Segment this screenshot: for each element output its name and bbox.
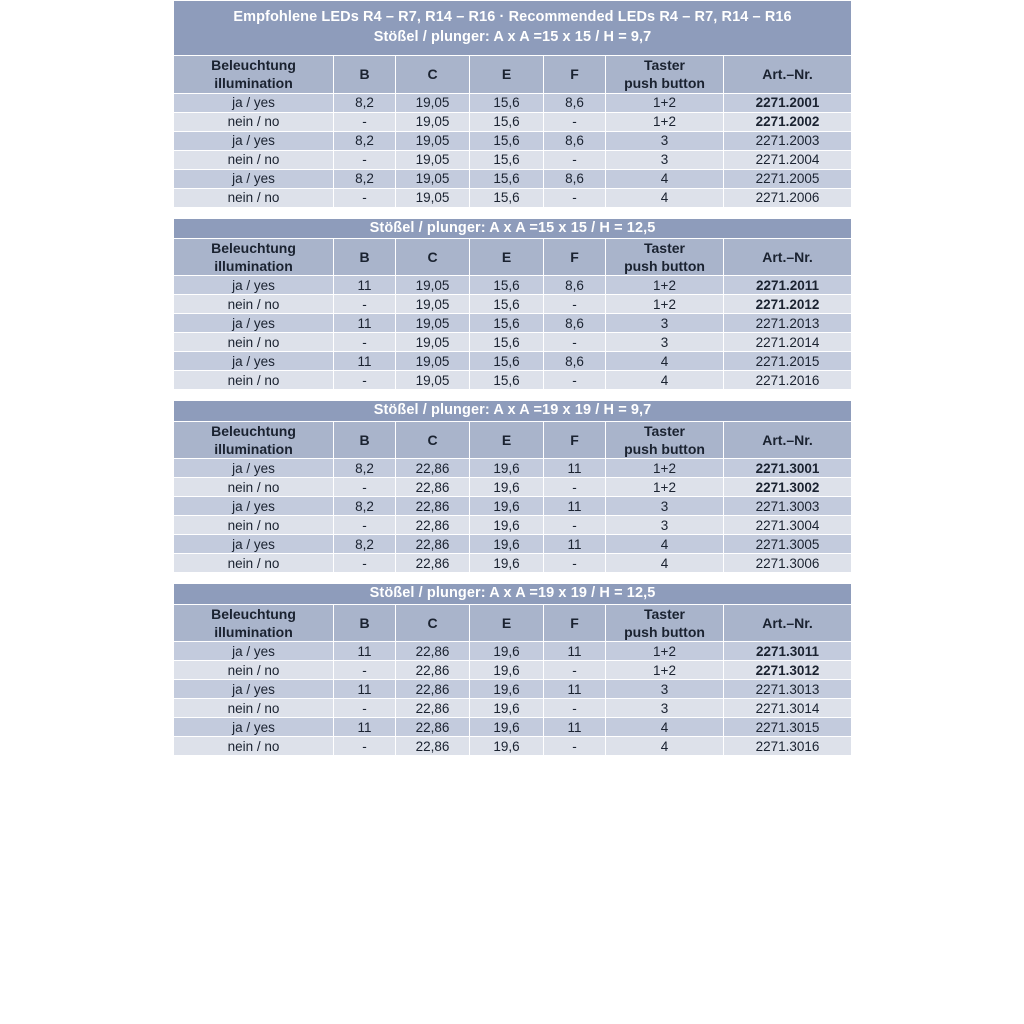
led-spec-table: [173, 0, 852, 756]
cell-b: 8,2: [334, 93, 396, 112]
cell-illumination: nein / no: [174, 516, 334, 535]
cell-b: -: [334, 554, 396, 573]
cell-f: -: [544, 295, 606, 314]
cell-illumination: nein / no: [174, 478, 334, 497]
cell-article-number: 2271.3006: [724, 554, 852, 573]
cell-e: 15,6: [470, 93, 544, 112]
cell-article-number: 2271.3001: [724, 459, 852, 478]
cell-push-button: 3: [606, 131, 724, 150]
cell-c: 19,05: [396, 371, 470, 390]
cell-push-button: 3: [606, 699, 724, 718]
table-row: [174, 718, 852, 737]
cell-f: -: [544, 371, 606, 390]
table-row: [174, 188, 852, 207]
table-row: [174, 459, 852, 478]
table-row: [174, 169, 852, 188]
cell-illumination: ja / yes: [174, 352, 334, 371]
banner-row: [174, 584, 852, 605]
cell-article-number: 2271.2002: [724, 112, 852, 131]
table-header-row: [174, 56, 852, 93]
table-row: [174, 150, 852, 169]
cell-f: 8,6: [544, 131, 606, 150]
block-gap-cell: [174, 207, 852, 218]
block-gap: [174, 207, 852, 218]
cell-illumination: ja / yes: [174, 642, 334, 661]
column-header-illumination-en: illumination: [214, 75, 293, 92]
cell-article-number: 2271.2011: [724, 276, 852, 295]
table-row: [174, 93, 852, 112]
cell-c: 19,05: [396, 131, 470, 150]
column-header-e: E: [470, 422, 544, 459]
cell-c: 19,05: [396, 276, 470, 295]
cell-article-number: 2271.3003: [724, 497, 852, 516]
table-row: [174, 314, 852, 333]
cell-e: 15,6: [470, 371, 544, 390]
table-header-row: [174, 604, 852, 641]
column-header-illumination-de: Beleuchtung: [211, 605, 296, 622]
cell-f: -: [544, 150, 606, 169]
column-header-push-button: [606, 56, 724, 93]
cell-e: 19,6: [470, 535, 544, 554]
cell-b: 8,2: [334, 535, 396, 554]
cell-push-button: 4: [606, 535, 724, 554]
table-row: [174, 554, 852, 573]
cell-push-button: 1+2: [606, 295, 724, 314]
cell-illumination: nein / no: [174, 737, 334, 756]
cell-c: 19,05: [396, 188, 470, 207]
cell-e: 15,6: [470, 295, 544, 314]
cell-push-button: 4: [606, 169, 724, 188]
cell-article-number: 2271.2015: [724, 352, 852, 371]
column-header-illumination-en: illumination: [214, 441, 293, 458]
cell-b: 11: [334, 352, 396, 371]
cell-b: 8,2: [334, 169, 396, 188]
cell-c: 19,05: [396, 333, 470, 352]
table-header-row: [174, 239, 852, 276]
cell-e: 19,6: [470, 737, 544, 756]
cell-c: 19,05: [396, 93, 470, 112]
cell-b: -: [334, 150, 396, 169]
table-row: [174, 661, 852, 680]
cell-e: 19,6: [470, 478, 544, 497]
cell-f: 8,6: [544, 276, 606, 295]
table-row: [174, 112, 852, 131]
cell-article-number: 2271.2001: [724, 93, 852, 112]
table-row: [174, 333, 852, 352]
cell-illumination: ja / yes: [174, 680, 334, 699]
column-header-b: B: [334, 422, 396, 459]
cell-illumination: ja / yes: [174, 535, 334, 554]
column-header-article-number: Art.–Nr.: [724, 56, 852, 93]
column-header-illumination: [174, 604, 334, 641]
cell-push-button: 4: [606, 352, 724, 371]
cell-f: 11: [544, 535, 606, 554]
cell-b: 11: [334, 314, 396, 333]
cell-article-number: 2271.2016: [724, 371, 852, 390]
cell-push-button: 4: [606, 188, 724, 207]
title-line-1: Empfohlene LEDs R4 – R7, R14 – R16 · Recommended LEDs R4 – R7, R14 – R16: [233, 9, 792, 25]
cell-article-number: 2271.3011: [724, 642, 852, 661]
banner-row: [174, 218, 852, 239]
cell-c: 19,05: [396, 314, 470, 333]
cell-illumination: nein / no: [174, 699, 334, 718]
column-header-e: E: [470, 604, 544, 641]
table-row: [174, 352, 852, 371]
cell-b: 11: [334, 680, 396, 699]
table-row: [174, 371, 852, 390]
banner-row: [174, 1, 852, 56]
cell-b: 11: [334, 642, 396, 661]
cell-push-button: 4: [606, 554, 724, 573]
cell-e: 19,6: [470, 699, 544, 718]
cell-f: 8,6: [544, 169, 606, 188]
cell-c: 19,05: [396, 352, 470, 371]
cell-b: -: [334, 516, 396, 535]
cell-b: -: [334, 661, 396, 680]
cell-f: -: [544, 112, 606, 131]
block-gap: [174, 390, 852, 401]
cell-illumination: nein / no: [174, 554, 334, 573]
column-header-illumination: [174, 239, 334, 276]
cell-c: 22,86: [396, 554, 470, 573]
block-gap-cell: [174, 573, 852, 584]
cell-illumination: ja / yes: [174, 276, 334, 295]
cell-f: -: [544, 737, 606, 756]
column-header-illumination-en: illumination: [214, 624, 293, 641]
cell-illumination: ja / yes: [174, 459, 334, 478]
column-header-article-number: Art.–Nr.: [724, 422, 852, 459]
cell-e: 15,6: [470, 314, 544, 333]
cell-c: 19,05: [396, 169, 470, 188]
cell-b: -: [334, 699, 396, 718]
table-row: [174, 642, 852, 661]
cell-illumination: ja / yes: [174, 314, 334, 333]
cell-article-number: 2271.3002: [724, 478, 852, 497]
cell-c: 22,86: [396, 642, 470, 661]
table-row: [174, 699, 852, 718]
spec-tables: [173, 0, 851, 756]
table-row: [174, 680, 852, 699]
block-gap-cell: [174, 390, 852, 401]
cell-c: 22,86: [396, 661, 470, 680]
cell-push-button: 3: [606, 516, 724, 535]
cell-push-button: 1+2: [606, 459, 724, 478]
cell-article-number: 2271.3014: [724, 699, 852, 718]
cell-c: 22,86: [396, 497, 470, 516]
cell-e: 19,6: [470, 459, 544, 478]
column-header-e: E: [470, 56, 544, 93]
cell-c: 22,86: [396, 737, 470, 756]
title-line-2: Stößel / plunger: A x A =15 x 15 / H = 9,7: [373, 28, 652, 45]
cell-article-number: 2271.2004: [724, 150, 852, 169]
cell-b: -: [334, 333, 396, 352]
column-header-article-number: Art.–Nr.: [724, 239, 852, 276]
cell-c: 19,05: [396, 112, 470, 131]
cell-c: 22,86: [396, 718, 470, 737]
column-header-c: C: [396, 56, 470, 93]
cell-article-number: 2271.3016: [724, 737, 852, 756]
cell-illumination: nein / no: [174, 150, 334, 169]
cell-e: 19,6: [470, 718, 544, 737]
cell-c: 22,86: [396, 535, 470, 554]
cell-article-number: 2271.3004: [724, 516, 852, 535]
cell-b: 8,2: [334, 459, 396, 478]
cell-article-number: 2271.3015: [724, 718, 852, 737]
column-header-illumination-de: Beleuchtung: [211, 240, 296, 257]
cell-c: 22,86: [396, 699, 470, 718]
column-header-c: C: [396, 604, 470, 641]
cell-illumination: ja / yes: [174, 93, 334, 112]
cell-push-button: 1+2: [606, 112, 724, 131]
cell-f: 11: [544, 497, 606, 516]
cell-illumination: nein / no: [174, 333, 334, 352]
cell-e: 15,6: [470, 131, 544, 150]
cell-f: 11: [544, 642, 606, 661]
cell-e: 19,6: [470, 554, 544, 573]
cell-f: -: [544, 554, 606, 573]
cell-illumination: nein / no: [174, 188, 334, 207]
cell-e: 15,6: [470, 333, 544, 352]
cell-b: 11: [334, 276, 396, 295]
cell-b: -: [334, 478, 396, 497]
cell-e: 15,6: [470, 169, 544, 188]
cell-push-button: 1+2: [606, 642, 724, 661]
cell-illumination: ja / yes: [174, 169, 334, 188]
column-header-f: F: [544, 239, 606, 276]
cell-push-button: 3: [606, 497, 724, 516]
column-header-c: C: [396, 239, 470, 276]
cell-illumination: ja / yes: [174, 497, 334, 516]
column-header-push-button-de: Taster: [644, 605, 685, 622]
banner-row: [174, 401, 852, 422]
cell-e: 19,6: [470, 661, 544, 680]
cell-e: 15,6: [470, 276, 544, 295]
cell-e: 19,6: [470, 680, 544, 699]
column-header-b: B: [334, 604, 396, 641]
cell-b: -: [334, 371, 396, 390]
column-header-f: F: [544, 604, 606, 641]
column-header-illumination-de: Beleuchtung: [211, 57, 296, 74]
table-row: [174, 295, 852, 314]
cell-c: 19,05: [396, 295, 470, 314]
cell-push-button: 1+2: [606, 93, 724, 112]
cell-b: 8,2: [334, 131, 396, 150]
plunger-banner: Stößel / plunger: A x A =19 x 19 / H = 9,7: [174, 401, 852, 422]
cell-push-button: 1+2: [606, 276, 724, 295]
cell-article-number: 2271.2013: [724, 314, 852, 333]
column-header-push-button: [606, 239, 724, 276]
table-row: [174, 131, 852, 150]
cell-article-number: 2271.3013: [724, 680, 852, 699]
cell-push-button: 4: [606, 718, 724, 737]
cell-f: 11: [544, 718, 606, 737]
cell-f: -: [544, 478, 606, 497]
column-header-push-button-en: push button: [624, 75, 705, 92]
column-header-c: C: [396, 422, 470, 459]
block-gap: [174, 573, 852, 584]
cell-article-number: 2271.2014: [724, 333, 852, 352]
column-header-illumination: [174, 56, 334, 93]
cell-push-button: 1+2: [606, 661, 724, 680]
column-header-push-button-de: Taster: [644, 240, 685, 257]
column-header-f: F: [544, 422, 606, 459]
column-header-illumination-en: illumination: [214, 258, 293, 275]
cell-article-number: 2271.3005: [724, 535, 852, 554]
column-header-push-button-de: Taster: [644, 57, 685, 74]
document-title-banner: [174, 1, 852, 56]
cell-push-button: 4: [606, 371, 724, 390]
cell-c: 22,86: [396, 516, 470, 535]
cell-illumination: nein / no: [174, 112, 334, 131]
cell-b: -: [334, 112, 396, 131]
cell-e: 15,6: [470, 150, 544, 169]
cell-f: 11: [544, 680, 606, 699]
column-header-illumination: [174, 422, 334, 459]
cell-push-button: 1+2: [606, 478, 724, 497]
cell-push-button: 3: [606, 150, 724, 169]
cell-illumination: nein / no: [174, 661, 334, 680]
cell-illumination: nein / no: [174, 371, 334, 390]
cell-f: 8,6: [544, 93, 606, 112]
cell-push-button: 3: [606, 680, 724, 699]
cell-b: -: [334, 188, 396, 207]
plunger-banner: Stößel / plunger: A x A =15 x 15 / H = 12,5: [174, 218, 852, 239]
cell-c: 22,86: [396, 680, 470, 699]
column-header-push-button-en: push button: [624, 258, 705, 275]
cell-push-button: 3: [606, 333, 724, 352]
table-row: [174, 276, 852, 295]
cell-e: 19,6: [470, 497, 544, 516]
column-header-push-button: [606, 422, 724, 459]
cell-c: 22,86: [396, 478, 470, 497]
column-header-illumination-de: Beleuchtung: [211, 423, 296, 439]
cell-b: -: [334, 295, 396, 314]
cell-f: 8,6: [544, 314, 606, 333]
cell-illumination: nein / no: [174, 295, 334, 314]
cell-illumination: ja / yes: [174, 718, 334, 737]
cell-c: 19,05: [396, 150, 470, 169]
cell-push-button: 4: [606, 737, 724, 756]
cell-f: -: [544, 699, 606, 718]
cell-article-number: 2271.2012: [724, 295, 852, 314]
column-header-b: B: [334, 239, 396, 276]
cell-c: 22,86: [396, 459, 470, 478]
table-header-row: [174, 422, 852, 459]
cell-illumination: ja / yes: [174, 131, 334, 150]
cell-f: -: [544, 661, 606, 680]
cell-article-number: 2271.3012: [724, 661, 852, 680]
plunger-banner: Stößel / plunger: A x A =19 x 19 / H = 12,5: [174, 584, 852, 605]
cell-f: -: [544, 188, 606, 207]
column-header-push-button: [606, 604, 724, 641]
column-header-push-button-de: Taster: [644, 423, 685, 439]
table-row: [174, 478, 852, 497]
column-header-push-button-en: push button: [624, 441, 705, 458]
cell-f: 11: [544, 459, 606, 478]
cell-f: -: [544, 333, 606, 352]
table-row: [174, 535, 852, 554]
table-row: [174, 516, 852, 535]
cell-f: -: [544, 516, 606, 535]
column-header-b: B: [334, 56, 396, 93]
cell-e: 19,6: [470, 516, 544, 535]
cell-e: 19,6: [470, 642, 544, 661]
cell-b: 11: [334, 718, 396, 737]
column-header-f: F: [544, 56, 606, 93]
cell-article-number: 2271.2006: [724, 188, 852, 207]
cell-b: 8,2: [334, 497, 396, 516]
table-row: [174, 497, 852, 516]
column-header-article-number: Art.–Nr.: [724, 604, 852, 641]
cell-article-number: 2271.2005: [724, 169, 852, 188]
cell-e: 15,6: [470, 112, 544, 131]
cell-e: 15,6: [470, 352, 544, 371]
column-header-push-button-en: push button: [624, 624, 705, 641]
cell-push-button: 3: [606, 314, 724, 333]
cell-b: -: [334, 737, 396, 756]
column-header-e: E: [470, 239, 544, 276]
cell-article-number: 2271.2003: [724, 131, 852, 150]
cell-e: 15,6: [470, 188, 544, 207]
table-row: [174, 737, 852, 756]
cell-f: 8,6: [544, 352, 606, 371]
